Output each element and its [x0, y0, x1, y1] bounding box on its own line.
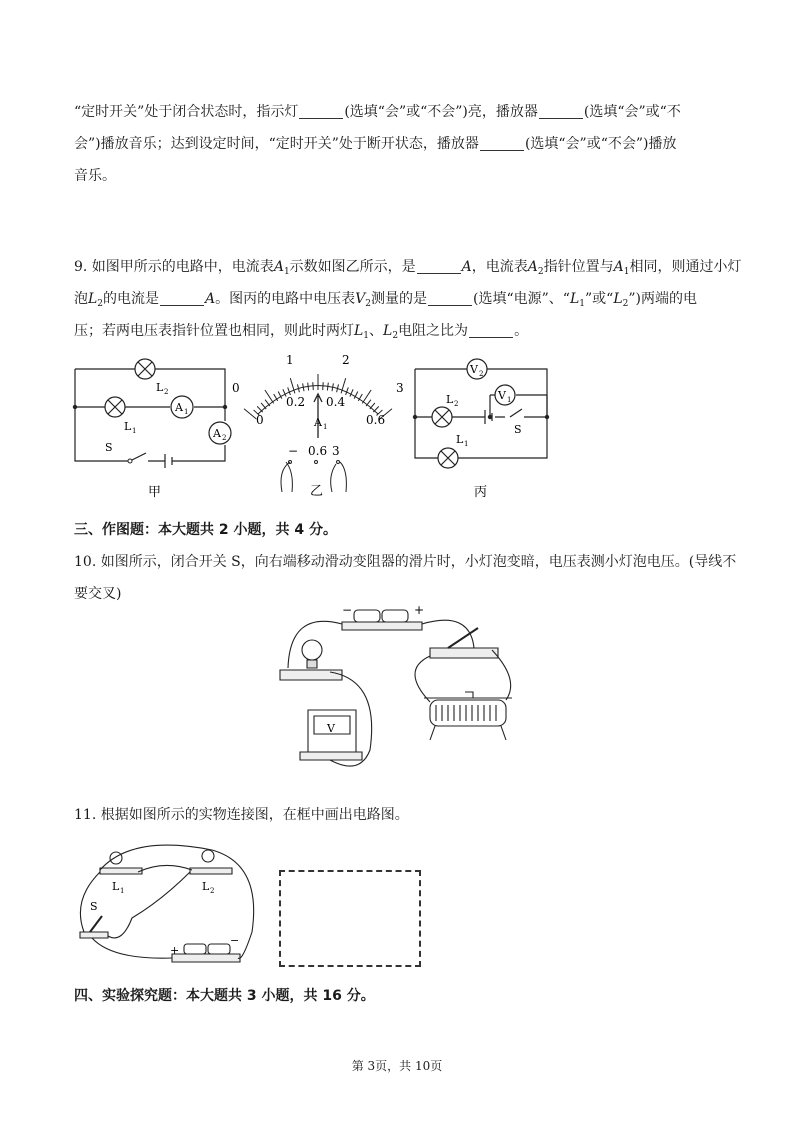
answer-blank[interactable] — [539, 102, 583, 119]
q9-line-2: 泡$L_2$的电流是 A。图丙的电路中电压表$V_2$测量的是 (选填“电源”、“$L_1$”或“$L_2$”)两端的电 — [74, 291, 697, 309]
svg-text:3: 3 — [332, 444, 340, 458]
q11-components-figure — [72, 840, 262, 972]
answer-drawing-box[interactable] — [279, 870, 421, 967]
answer-blank[interactable] — [480, 134, 524, 151]
answer-blank[interactable] — [428, 289, 472, 306]
section-3-heading: 三、作图题：本大题共 2 小题，共 4 分。 — [74, 522, 337, 538]
svg-text:1: 1 — [464, 440, 469, 448]
answer-blank[interactable] — [469, 321, 513, 338]
label-L2: L — [156, 381, 164, 394]
q9-line-1: 9. 如图甲所示的电路中，电流表$A_1$示数如图乙所示，是 A，电流表$A_2$指针位置与$A_1$相同，则通过小灯 — [74, 259, 742, 277]
figure-label-jia: 甲 — [148, 485, 162, 500]
question-8-text — [74, 96, 726, 192]
question-10-text: 10. 如图所示，闭合开关 S，向右端移动滑动变阻器的滑片时，小灯泡变暗，电压表测小灯泡电压。(导线不 要交叉) — [74, 554, 737, 602]
svg-text:L: L — [446, 393, 454, 406]
answer-blank[interactable] — [160, 289, 204, 306]
svg-text:A: A — [314, 416, 322, 429]
answer-blank[interactable] — [417, 257, 461, 274]
svg-text:V: V — [327, 722, 335, 735]
label-S: S — [105, 441, 113, 454]
svg-text:2: 2 — [342, 353, 350, 367]
label-V2: V — [470, 363, 478, 376]
svg-text:0: 0 — [232, 381, 240, 395]
svg-text:1: 1 — [132, 427, 137, 435]
question-11-text: 11. 根据如图所示的实物连接图，在框中画出电路图。 — [74, 807, 409, 823]
q8-line-2: 会”)播放音乐；达到设定时间，“定时开关”处于断开状态，播放器 (选填“会”或“不会”)播放 — [74, 136, 677, 152]
svg-text:L: L — [456, 433, 464, 446]
answer-blank[interactable] — [299, 102, 343, 119]
ammeter-dial-figure-yi — [228, 352, 408, 502]
q9-line-3: 压；若两电压表指针位置也相同，则此时两灯$L_1$、$L_2$电阻之比为 。 — [74, 323, 529, 341]
svg-text:0.6: 0.6 — [366, 413, 386, 427]
svg-text:−: − — [342, 603, 353, 617]
svg-text:0.2: 0.2 — [286, 395, 306, 409]
label-V1: V — [498, 389, 506, 402]
svg-text:−: − — [230, 934, 240, 947]
label-A2: A — [213, 427, 221, 440]
question-9-text — [74, 251, 742, 347]
svg-text:3: 3 — [396, 381, 404, 395]
label-A1: A — [175, 401, 183, 414]
svg-text:+: + — [414, 603, 425, 617]
svg-text:2: 2 — [479, 370, 484, 378]
label-L1: L — [124, 420, 132, 433]
figure-label-yi: 乙 — [310, 484, 324, 499]
page-footer: 第 3页，共 10页 — [351, 1059, 443, 1073]
svg-text:2: 2 — [222, 434, 227, 442]
svg-text:1: 1 — [286, 353, 294, 367]
svg-text:−: − — [288, 444, 299, 458]
q8-line-3: 音乐。 — [74, 168, 116, 184]
scale-tick — [373, 406, 379, 412]
svg-text:2: 2 — [164, 388, 169, 396]
svg-text:S: S — [514, 423, 522, 436]
svg-text:2: 2 — [454, 400, 459, 408]
circuit-figure-bing — [410, 355, 555, 505]
section-4-heading: 四、实验探究题：本大题共 3 小题，共 16 分。 — [74, 988, 375, 1004]
svg-text:+: + — [170, 944, 180, 957]
svg-text:1: 1 — [323, 423, 328, 431]
svg-text:1: 1 — [120, 887, 125, 895]
svg-text:0: 0 — [256, 413, 264, 427]
svg-text:1: 1 — [507, 396, 512, 404]
label-L2: L — [202, 880, 210, 893]
svg-text:0.6: 0.6 — [308, 444, 328, 458]
scale-tick — [261, 403, 266, 409]
scale-tick — [257, 406, 263, 412]
q10-components-figure — [270, 600, 530, 775]
q8-line-1: “定时开关”处于闭合状态时，指示灯 (选填“会”或“不会”)亮，播放器 (选填“会”或“不 — [74, 104, 681, 120]
circuit-figure-jia — [70, 355, 240, 505]
label-S: S — [90, 900, 98, 913]
svg-text:2: 2 — [210, 887, 215, 895]
svg-text:0.4: 0.4 — [326, 395, 346, 409]
svg-text:1: 1 — [184, 408, 189, 416]
figure-label-bing: 丙 — [474, 485, 488, 500]
label-L1: L — [112, 880, 120, 893]
scale-tick — [370, 403, 375, 409]
